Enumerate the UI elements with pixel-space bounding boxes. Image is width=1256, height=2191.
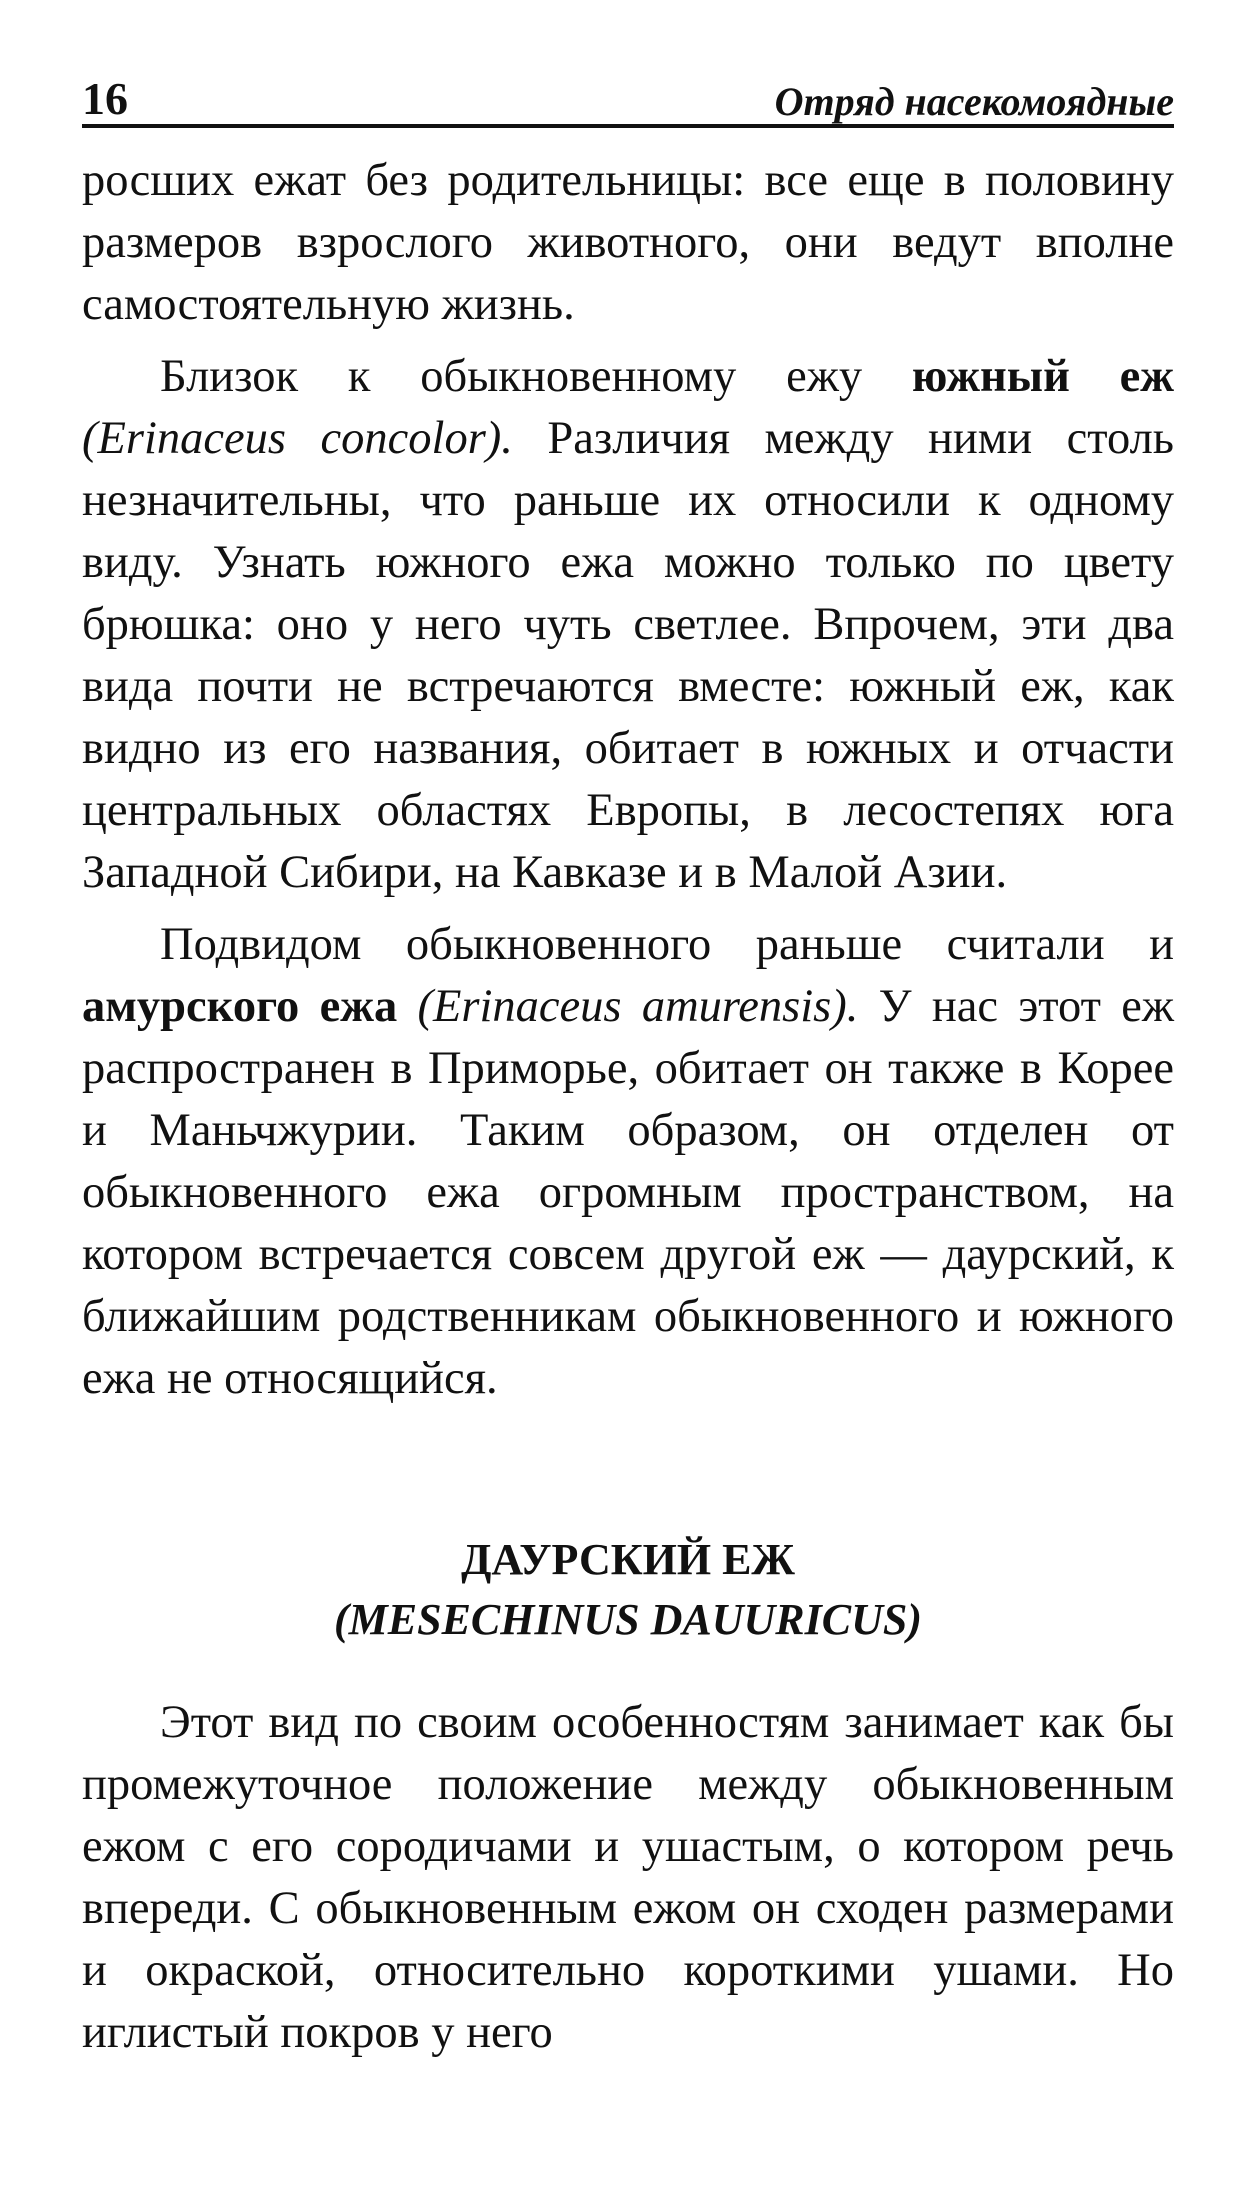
paragraph-rest: Различия между ними столь незначительны, что раньше их относили к одному виду. Узнать южного ежа можно только по цвету брюшка: оно у него чуть светлее. Впрочем, эти два вида почти не встречаются вместе: южный еж, как видно из его названия, обитает в южных и отчасти центральных областях Европы, в лесостепях юга Западной Сибири, на Кавказе и в Малой Азии. — [82, 413, 1174, 898]
paragraph-rest: У нас этот еж распространен в Приморье, обитает он также в Корее и Маньчжурии. Таким образом, он отделен от обыкновенного ежа огромным пространством, на котором встречается совсем другой еж — даурский, к ближайшим родственникам обыкновенного и южного ежа не относящийся. — [82, 981, 1174, 1404]
species-heading — [82, 1530, 1174, 1650]
species-name-latin: (MESECHINUS DAUURICUS) — [333, 1595, 923, 1644]
running-head — [82, 60, 1174, 128]
latin-name-amur-hedgehog: (Erinaceus amurensis). — [417, 981, 859, 1032]
paragraph-daurian-hedgehog — [82, 1692, 1174, 2064]
latin-name-southern-hedgehog: (Erinaceus concolor). — [82, 413, 513, 464]
page-number: 16 — [82, 73, 128, 124]
paragraph-text: Этот вид по своим особенностям занимает как бы промежуточное положение между обыкновенным ежом с его сородичами и ушастым, о котором речь впереди. С обыкновенным ежом он сходен размерами и окраской, относительно короткими ушами. Но иглистый покров у него — [82, 1697, 1174, 2058]
term-amur-hedgehog: амурского ежа — [82, 981, 398, 1032]
species-name-russian: ДАУРСКИЙ ЕЖ — [461, 1535, 795, 1584]
paragraph-amur-hedgehog — [82, 914, 1174, 1410]
paragraph-southern-hedgehog — [82, 346, 1174, 904]
section-title: Отряд насекомоядные — [774, 79, 1174, 124]
term-southern-hedgehog: южный еж — [911, 351, 1174, 402]
paragraph-text: росших ежат без родительницы: все еще в половину размеров взрослого животного, они ведут вполне самостоятельную жизнь. — [82, 155, 1174, 330]
paragraph-continuation — [82, 150, 1174, 336]
paragraph-intro: Подвидом обыкновенного раньше считали и — [160, 919, 1174, 970]
body-text — [82, 150, 1174, 2064]
paragraph-intro: Близок к обыкновенному ежу — [160, 351, 912, 402]
species-section-body — [82, 1692, 1174, 2064]
book-page — [82, 60, 1174, 2074]
